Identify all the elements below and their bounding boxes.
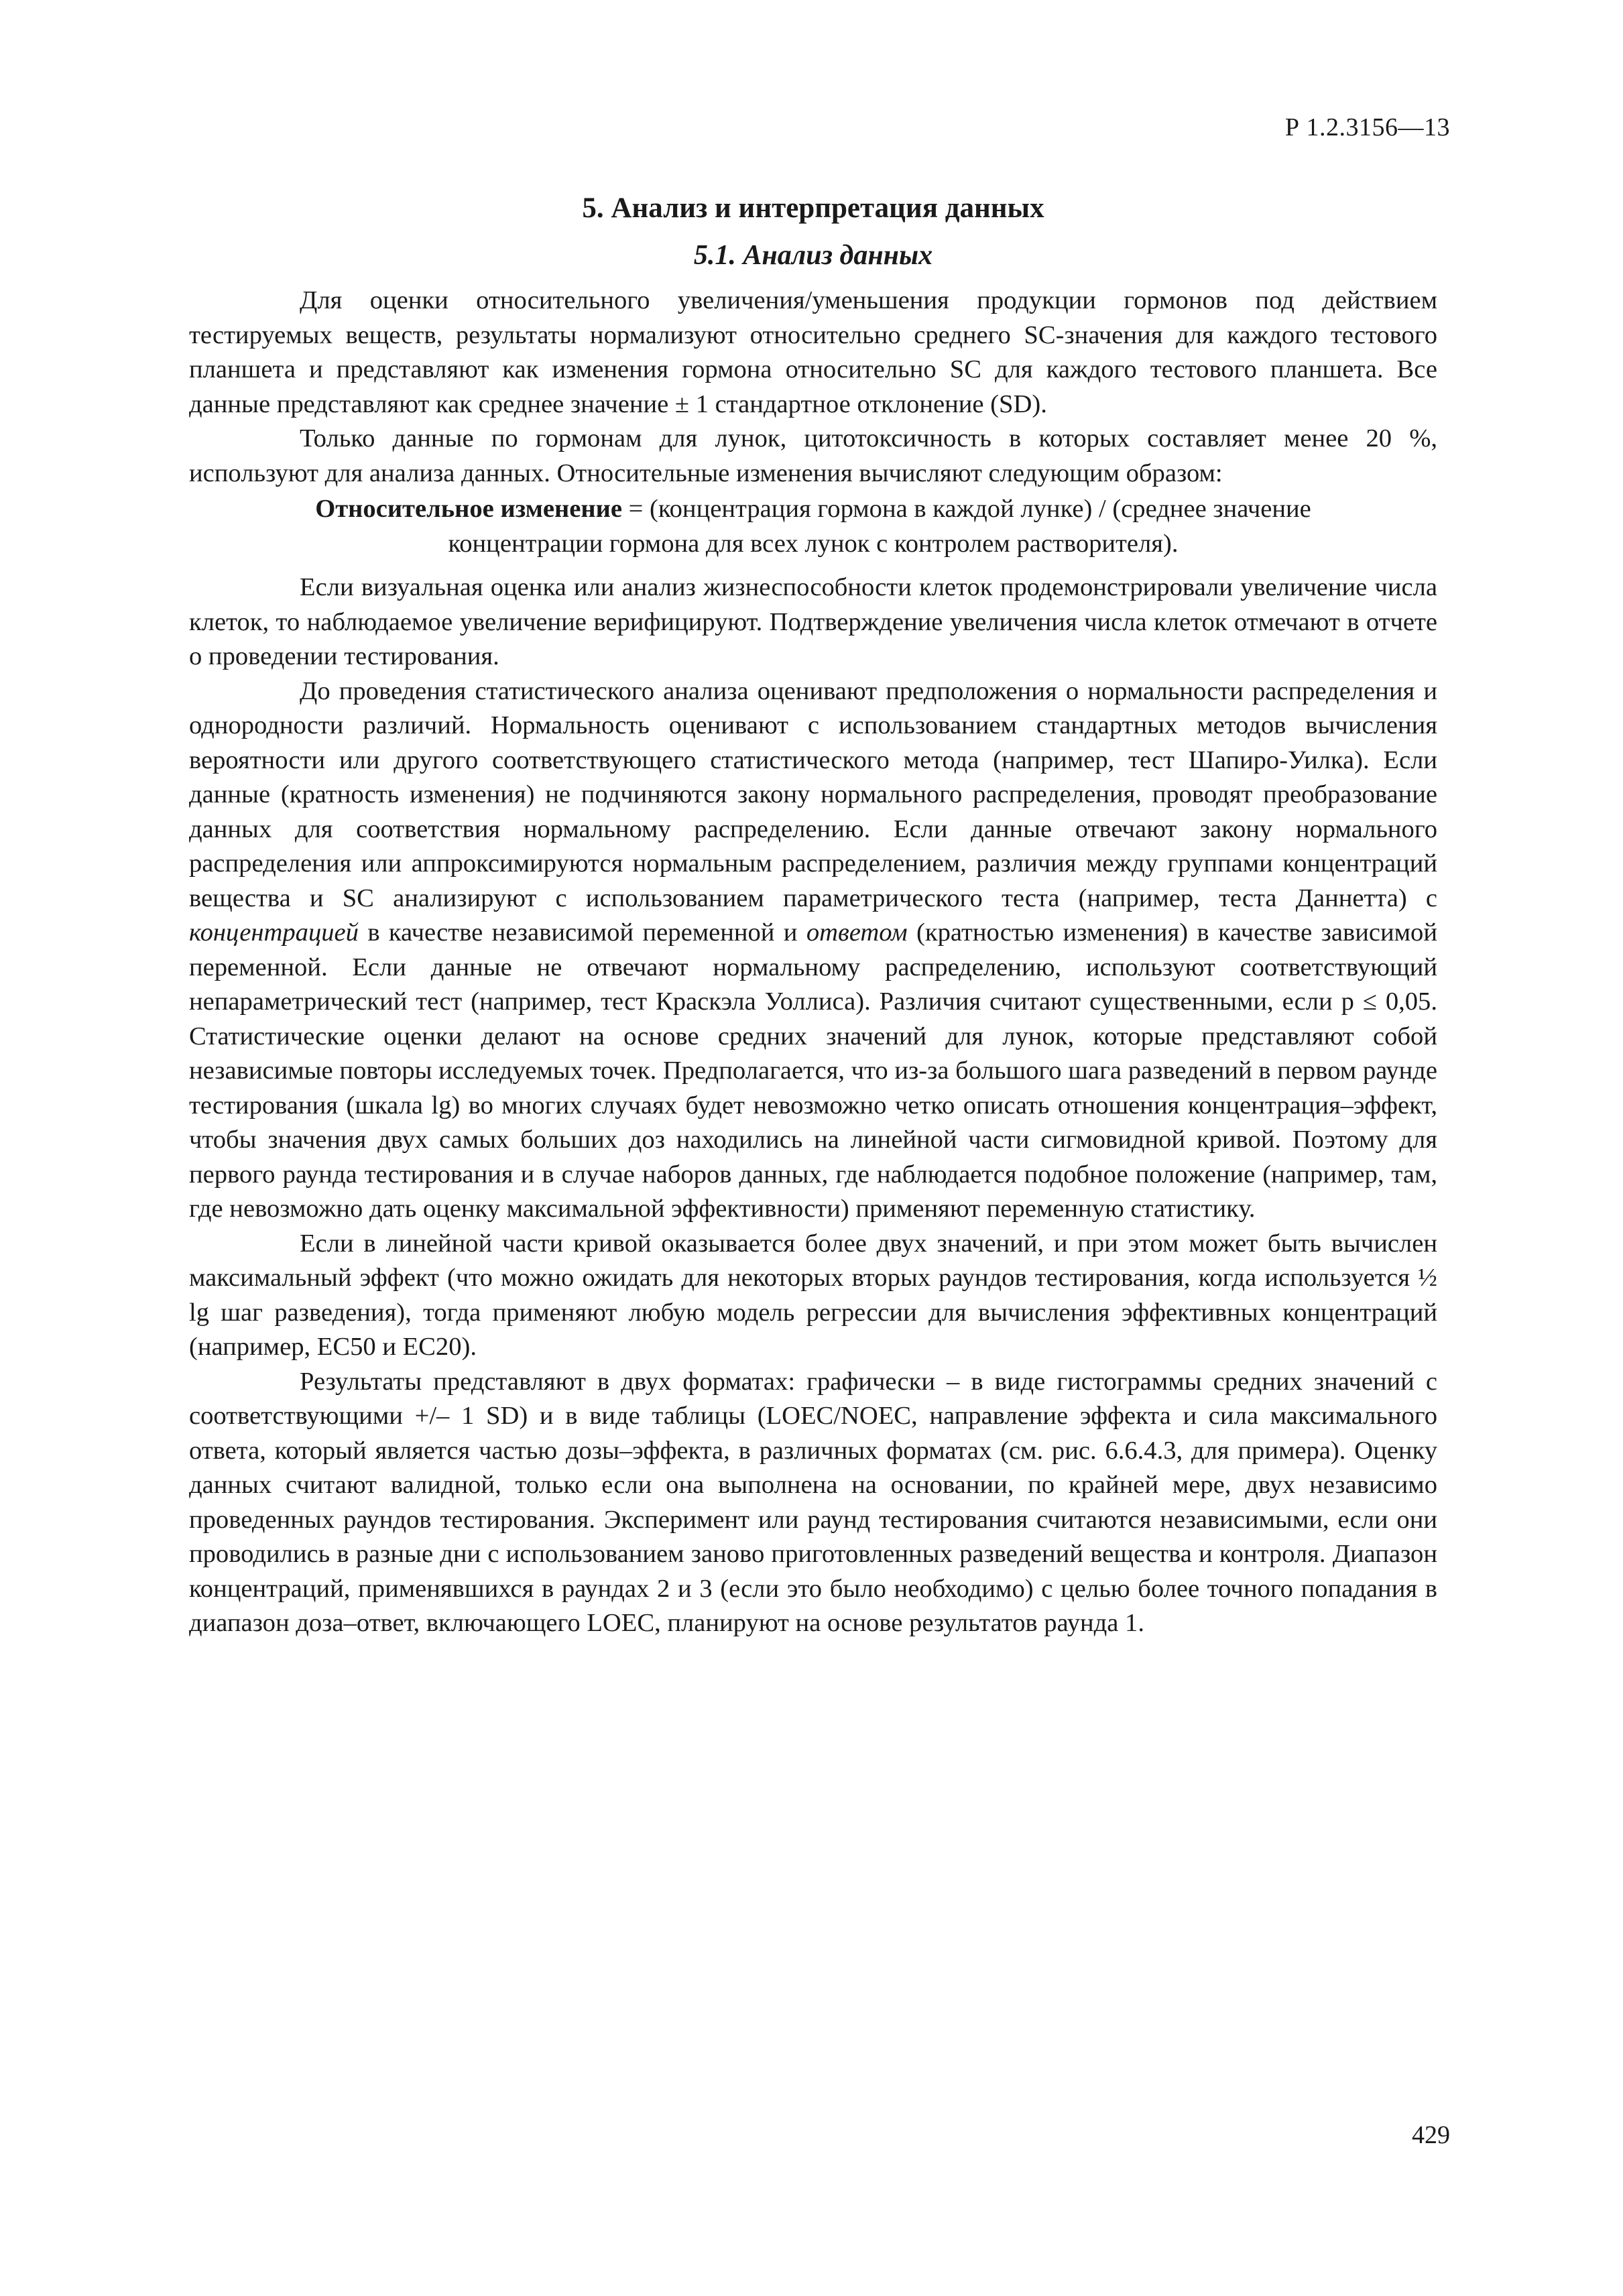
statistics-text-part2: в качестве независимой переменной и — [358, 918, 806, 947]
statistics-text-part1: До проведения статистического анализа оценивают предположения о нормальности распределения и однородности различий. Нормальность оценивают с использованием стандартных методов вычисления вероятности или другого соответствующего статистического метода (например, тест Шапиро-Уилка). Если данные (кратность изменения) не подчиняются закону нормального распределения, проводят преобразование данных для соответствия нормальному распределению. Если данные отвечают закону нормального распределения или аппроксимируются нормальным распределением, различия между группами концентраций вещества и SC анализируют с использованием параметрического теста (например, теста Даннетта) с — [189, 676, 1437, 912]
document-code: Р 1.2.3156—13 — [1284, 113, 1450, 141]
statistics-text-part3: (кратностью изменения) в качестве зависимой переменной. Если данные не отвечают нормальному распределению, используют соответствующий непараметрический тест (например, тест Краскэла Уоллиса). Различия считают существенными, если p ≤ 0,05. Статистические оценки делают на основе средних значений для лунок, которые представляют собой независимые повторы исследуемых точек. Предполагается, что из-за большого шага разведений в первом раунде тестирования (шкала lg) во многих случаях будет невозможно четко описать отношения концентрация–эффект, чтобы значения двух самых больших доз находились на линейной части сигмовидной кривой. Поэтому для первого раунда тестирования и в случае наборов данных, где наблюдается подобное положение (например, там, где невозможно дать оценку максимальной эффективности) применяют переменную статистику. — [189, 918, 1437, 1223]
section-title: 5. Анализ и интерпретация данных — [582, 192, 1044, 224]
statistics-italic-response: ответом — [806, 918, 908, 947]
paragraph-normalization: Для оценки относительного увеличения/уменьшения продукции гормонов под действием тестируемых веществ, результаты нормализуют относительно среднего SC-значения для каждого тестового планшета и представляют как изменения гормона относительно SC для каждого тестового планшета. Все данные представляют как среднее значение ± 1 стандартное отклонение (SD). — [189, 286, 1437, 418]
statistics-italic-concentration: концентрацией — [189, 918, 359, 947]
paragraph-results-format: Результаты представляют в двух форматах: графически – в виде гистограммы средних значений с соответствующими +/– 1 SD) и в виде таблицы (LOEC/NOEC, направление эффекта и сила максимального ответа, который является частью дозы–эффекта, в различных форматах (см. рис. 6.6.4.3, для примера). Оценку данных считают валидной, только если она выполнена на основании, по крайней мере, двух независимо проведенных раундов тестирования. Эксперимент или раунд тестирования считаются независимыми, если они проводились в разные дни с использованием заново приготовленных разведений вещества и контроля. Диапазон концентраций, применявшихся в раундах 2 и 3 (если это было необходимо) с целью более точного попадания в диапазон доза–ответ, включающего LOEC, планируют на основе результатов раунда 1. — [189, 1367, 1437, 1637]
subsection-title: 5.1. Анализ данных — [693, 240, 933, 271]
paragraph-cell-viability: Если визуальная оценка или анализ жизнеспособности клеток продемонстрировали увеличение числа клеток, то наблюдаемое увеличение верифицируют. Подтверждение увеличения числа клеток отмечают в отчете о проведении тестирования. — [189, 573, 1437, 670]
page-content — [189, 192, 1437, 1641]
formula-definition: = (концентрация гормона в каждой лунке) / (среднее значение концентрации гормона для всех лунок с контролем растворителя). — [448, 495, 1311, 558]
paragraph-regression: Если в линейной части кривой оказывается более двух значений, и при этом может быть вычислен максимальный эффект (что можно ожидать для некоторых вторых раундов тестирования, когда используется ½ lg шаг разведения), тогда применяют любую модель регрессии для вычисления эффективных концентраций (например, EC50 и EC20). — [189, 1229, 1437, 1361]
paragraph-cytotoxicity: Только данные по гормонам для лунок, цитотоксичность в которых составляет менее 20 %, используют для анализа данных. Относительные изменения вычисляют следующим образом: — [189, 424, 1437, 487]
relative-change-formula — [189, 492, 1437, 561]
page-number: 429 — [1412, 2121, 1450, 2149]
paragraph-statistics — [189, 674, 1437, 1227]
formula-term: Относительное изменение — [315, 495, 622, 523]
